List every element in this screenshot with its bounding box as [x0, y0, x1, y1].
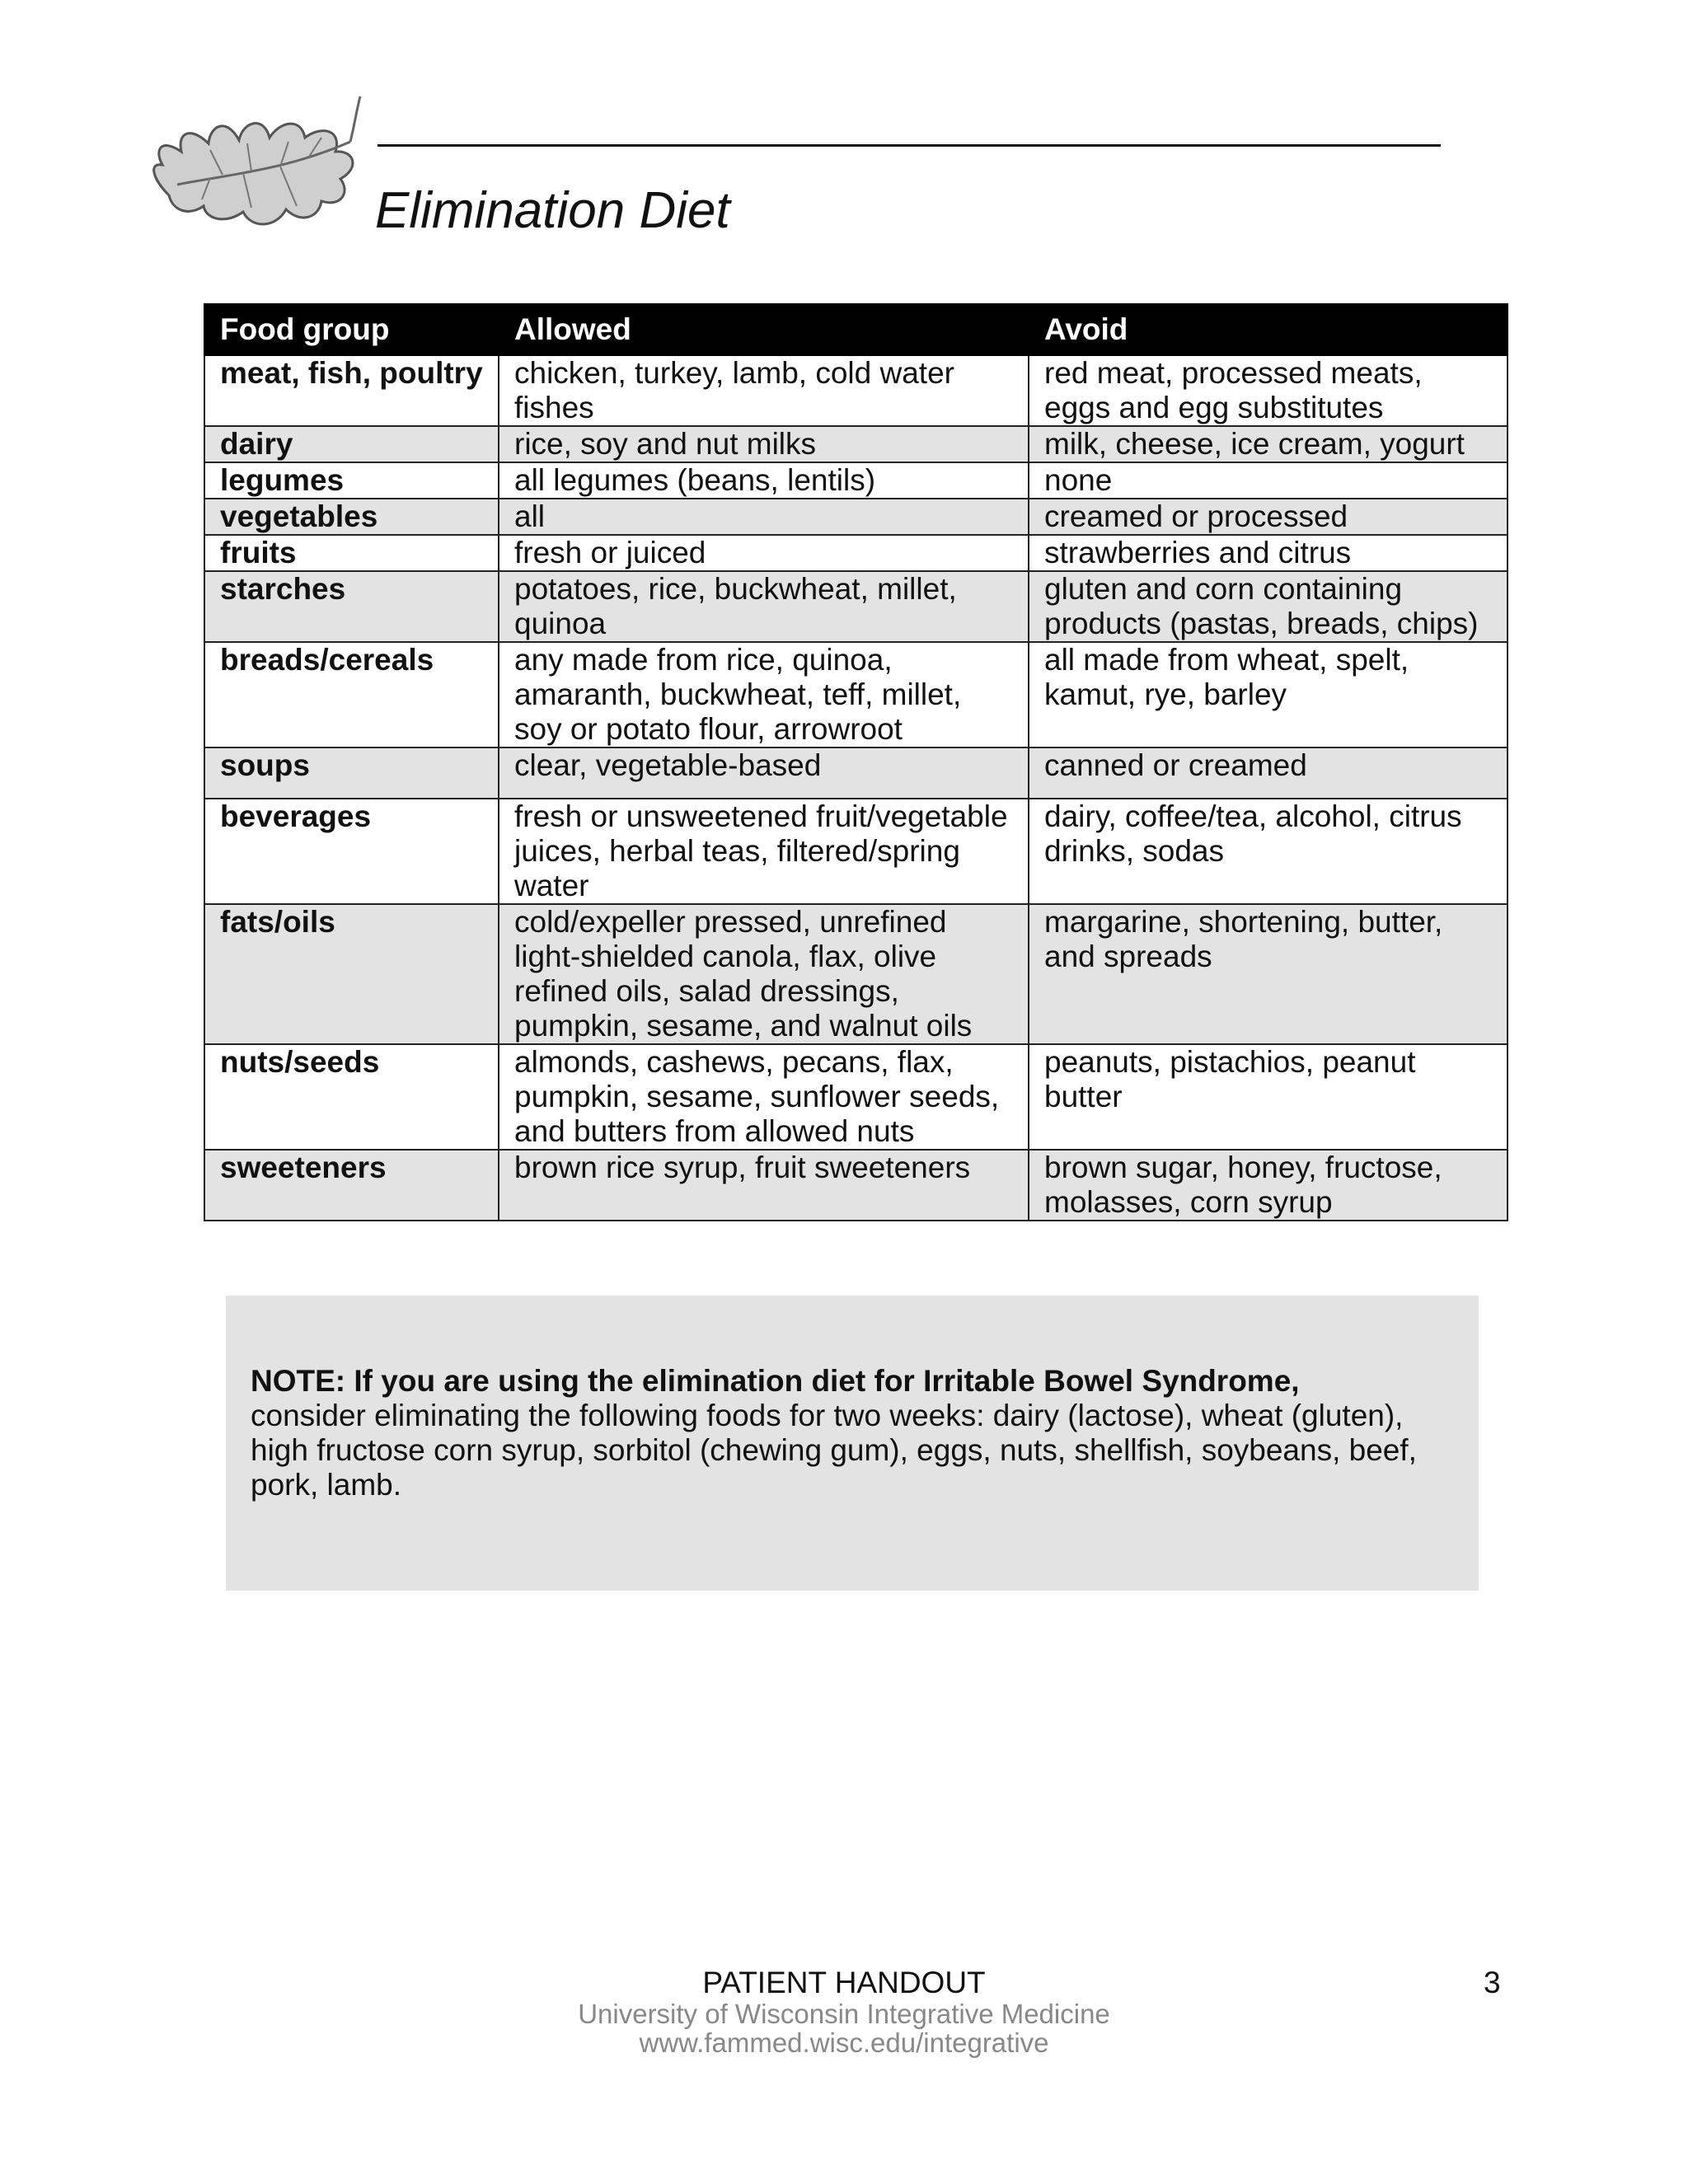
food-group-cell: dairy [204, 426, 499, 462]
food-group-cell: beverages [204, 799, 499, 904]
allowed-cell: rice, soy and nut milks [499, 426, 1029, 462]
avoid-cell: milk, cheese, ice cream, yogurt [1029, 426, 1507, 462]
header-food-group: Food group [204, 304, 499, 355]
table-row [204, 571, 1507, 642]
avoid-cell: peanuts, pistachios, peanut butter [1029, 1044, 1507, 1150]
table-row [204, 904, 1507, 1044]
allowed-cell: fresh or juiced [499, 535, 1029, 571]
avoid-cell: gluten and corn containing products (pastas, breads, chips) [1029, 571, 1507, 642]
avoid-cell: strawberries and citrus [1029, 535, 1507, 571]
allowed-cell: clear, vegetable-based [499, 748, 1029, 799]
table-row [204, 462, 1507, 499]
table-header-row [204, 304, 1507, 355]
diet-table [204, 303, 1508, 1221]
food-group-cell: soups [204, 748, 499, 799]
table-row [204, 535, 1507, 571]
allowed-cell: potatoes, rice, buckwheat, millet, quinoa [499, 571, 1029, 642]
table-row [204, 355, 1507, 426]
food-group-cell: sweeteners [204, 1150, 499, 1221]
table-row [204, 748, 1507, 799]
avoid-cell: margarine, shortening, butter, and spreads [1029, 904, 1507, 1044]
allowed-cell: almonds, cashews, pecans, flax, pumpkin, sesame, sunflower seeds, and butters from allowed nuts [499, 1044, 1029, 1150]
food-group-cell: starches [204, 571, 499, 642]
avoid-cell: red meat, processed meats, eggs and egg substitutes [1029, 355, 1507, 426]
avoid-cell: dairy, coffee/tea, alcohol, citrus drinks, sodas [1029, 799, 1507, 904]
food-group-cell: fruits [204, 535, 499, 571]
header-allowed: Allowed [499, 304, 1029, 355]
food-group-cell: nuts/seeds [204, 1044, 499, 1150]
allowed-cell: any made from rice, quinoa, amaranth, buckwheat, teff, millet, soy or potato flour, arrowroot [499, 642, 1029, 748]
allowed-cell: fresh or unsweetened fruit/vegetable juices, herbal teas, filtered/spring water [499, 799, 1029, 904]
footer-url: www.fammed.wisc.edu/integrative [639, 2027, 1049, 2058]
allowed-cell: chicken, turkey, lamb, cold water fishes [499, 355, 1029, 426]
footer-label: PATIENT HANDOUT [702, 1966, 986, 1999]
food-group-cell: fats/oils [204, 904, 499, 1044]
table-row [204, 1150, 1507, 1221]
avoid-cell: none [1029, 462, 1507, 499]
footer-org: University of Wisconsin Integrative Medicine [578, 1999, 1110, 2029]
oak-leaf-icon [144, 92, 367, 237]
avoid-cell: canned or creamed [1029, 748, 1507, 799]
food-group-cell: breads/cereals [204, 642, 499, 748]
food-group-cell: meat, fish, poultry [204, 355, 499, 426]
note-lead: NOTE: If you are using the elimination diet for Irritable Bowel Syndrome, [251, 1364, 1300, 1398]
note-box [226, 1296, 1479, 1591]
note-body: consider eliminating the following foods for two weeks: dairy (lactose), wheat (gluten), high fructose corn syrup, sorbitol (chewing gum), eggs, nuts, shellfish, soybeans, beef, pork, lamb. [251, 1399, 1417, 1502]
allowed-cell: all [499, 499, 1029, 535]
table-row [204, 1044, 1507, 1150]
page-number: 3 [1484, 1966, 1501, 1999]
table-row [204, 642, 1507, 748]
table-row [204, 799, 1507, 904]
header-rule [377, 144, 1441, 147]
header-avoid: Avoid [1029, 304, 1507, 355]
table-row [204, 499, 1507, 535]
allowed-cell: brown rice syrup, fruit sweeteners [499, 1150, 1029, 1221]
food-group-cell: legumes [204, 462, 499, 499]
allowed-cell: all legumes (beans, lentils) [499, 462, 1029, 499]
avoid-cell: creamed or processed [1029, 499, 1507, 535]
allowed-cell: cold/expeller pressed, unrefined light-shielded canola, flax, olive refined oils, salad dressings, pumpkin, sesame, and walnut oils [499, 904, 1029, 1044]
table-row [204, 426, 1507, 462]
food-group-cell: vegetables [204, 499, 499, 535]
avoid-cell: brown sugar, honey, fructose, molasses, corn syrup [1029, 1150, 1507, 1221]
note-text [251, 1364, 1462, 1502]
page-title: Elimination Diet [375, 182, 730, 239]
avoid-cell: all made from wheat, spelt, kamut, rye, barley [1029, 642, 1507, 748]
